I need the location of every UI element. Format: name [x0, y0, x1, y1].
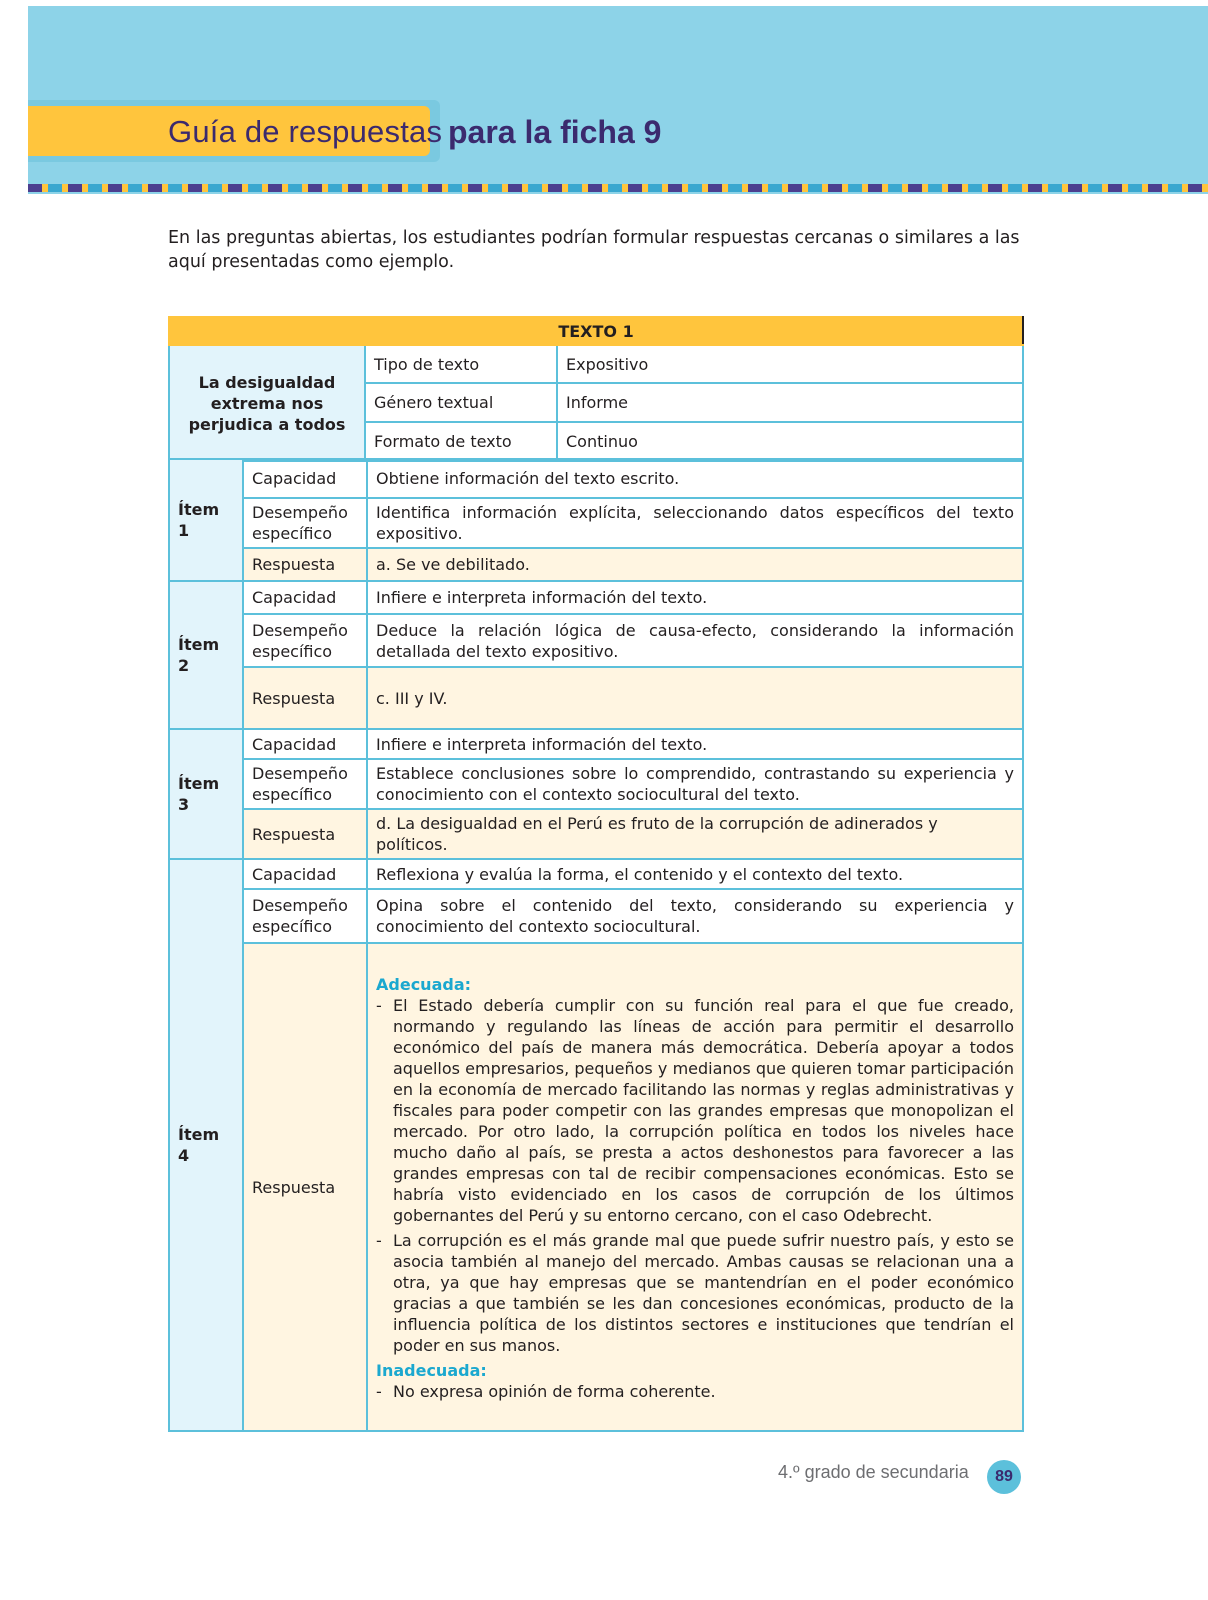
respuesta-long	[367, 943, 1023, 1431]
prop-label: Tipo de texto	[365, 345, 557, 383]
items-table	[168, 458, 1024, 1432]
row-label-capacidad: Capacidad	[243, 729, 367, 759]
row-label-respuesta: Respuesta	[243, 943, 367, 1431]
adecuada-label: Adecuada:	[376, 975, 472, 994]
capacidad-text: Infiere e interpreta información del texto.	[367, 729, 1023, 759]
prop-label: Género textual	[365, 383, 557, 422]
prop-label: Formato de texto	[365, 422, 557, 461]
respuesta-text: c. III y IV.	[367, 667, 1023, 729]
desempeno-text: Opina sobre el contenido del texto, considerando su experiencia y conocimiento del contexto sociocultural.	[367, 889, 1023, 943]
table-heading: TEXTO 1	[169, 317, 1023, 345]
item-label: Ítem 3	[169, 729, 243, 859]
row-label-respuesta: Respuesta	[243, 548, 367, 581]
capacidad-text: Reflexiona y evalúa la forma, el contenido y el contexto del texto.	[367, 859, 1023, 889]
desempeno-text: Establece conclusiones sobre lo comprendido, contrastando su experiencia y conocimiento con el contexto sociocultural del texto.	[367, 759, 1023, 809]
footer-grade: 4.º grado de secundaria	[778, 1462, 969, 1482]
page-subtitle: para la ficha 9	[448, 114, 662, 150]
adecuada-list	[376, 995, 1014, 1356]
row-label-respuesta: Respuesta	[243, 809, 367, 859]
answer-table	[168, 316, 1024, 462]
decorative-dashed-line	[28, 184, 1208, 192]
respuesta-text: d. La desigualdad en el Perú es fruto de la corrupción de adinerados y políticos.	[367, 809, 1023, 859]
text-title: La desigualdad extrema nos perjudica a todos	[169, 345, 365, 461]
inadecuada-label: Inadecuada:	[376, 1361, 487, 1380]
desempeno-text: Deduce la relación lógica de causa-efecto, considerando la información detallada del texto expositivo.	[367, 614, 1023, 667]
inadecuada-list	[376, 1381, 1014, 1402]
row-label-capacidad: Capacidad	[243, 459, 367, 498]
row-label-capacidad: Capacidad	[243, 859, 367, 889]
item-label: Ítem 1	[169, 459, 243, 581]
row-label-capacidad: Capacidad	[243, 581, 367, 614]
list-item: - El Estado debería cumplir con su función real para el que fue creado, normando y regulando las líneas de acción para permitir el desarrollo económico del país de manera más democrática. Debería apoyar a todos aquellos empresarios, pequeños y medianos que quieren tomar participación en la economía de mercado facilitando las normas y reglas administrativas y fiscales para poder competir con las grandes empresas que monopolizan el mercado. Por otro lado, la corrupción política en todos los niveles hace mucho daño al país, se presta a actos deshonestos para favorecer a las grandes empresas con tal de recibir compensaciones económicas. Esto se habría visto evidenciado en los casos de corrupción de los últimos gobernantes del Perú y su entorno cercano, con el caso Odebrecht.	[376, 995, 1014, 1226]
page-number: 89	[987, 1460, 1021, 1494]
row-label-desempeno: Desempeño específico	[243, 498, 367, 548]
item-label: Ítem 2	[169, 581, 243, 729]
row-label-desempeno: Desempeño específico	[243, 759, 367, 809]
capacidad-text: Infiere e interpreta información del texto.	[367, 581, 1023, 614]
desempeno-text: Identifica información explícita, seleccionando datos específicos del texto expositivo.	[367, 498, 1023, 548]
row-label-desempeno: Desempeño específico	[243, 614, 367, 667]
prop-value: Continuo	[557, 422, 1023, 461]
intro-paragraph: En las preguntas abiertas, los estudiantes podrían formular respuestas cercanas o similares a las aquí presentadas como ejemplo.	[168, 228, 1020, 272]
row-label-desempeno: Desempeño específico	[243, 889, 367, 943]
item-label: Ítem 4	[169, 859, 243, 1431]
prop-value: Informe	[557, 383, 1023, 422]
respuesta-text: a. Se ve debilitado.	[367, 548, 1023, 581]
row-label-respuesta: Respuesta	[243, 667, 367, 729]
capacidad-text: Obtiene información del texto escrito.	[367, 459, 1023, 498]
list-item: - La corrupción es el más grande mal que puede sufrir nuestro país, y esto se asocia también al manejo del mercado. Ambas causas se relacionan una a otra, ya que hay empresas que se mantendrían en el poder económico gracias a que también se les dan concesiones económicas, producto de la influencia política de los distintos sectores e instituciones que tendrían el poder en sus manos.	[376, 1230, 1014, 1356]
list-item: - No expresa opinión de forma coherente.	[376, 1381, 1014, 1402]
prop-value: Expositivo	[557, 345, 1023, 383]
page-title: Guía de respuestas	[168, 114, 443, 149]
